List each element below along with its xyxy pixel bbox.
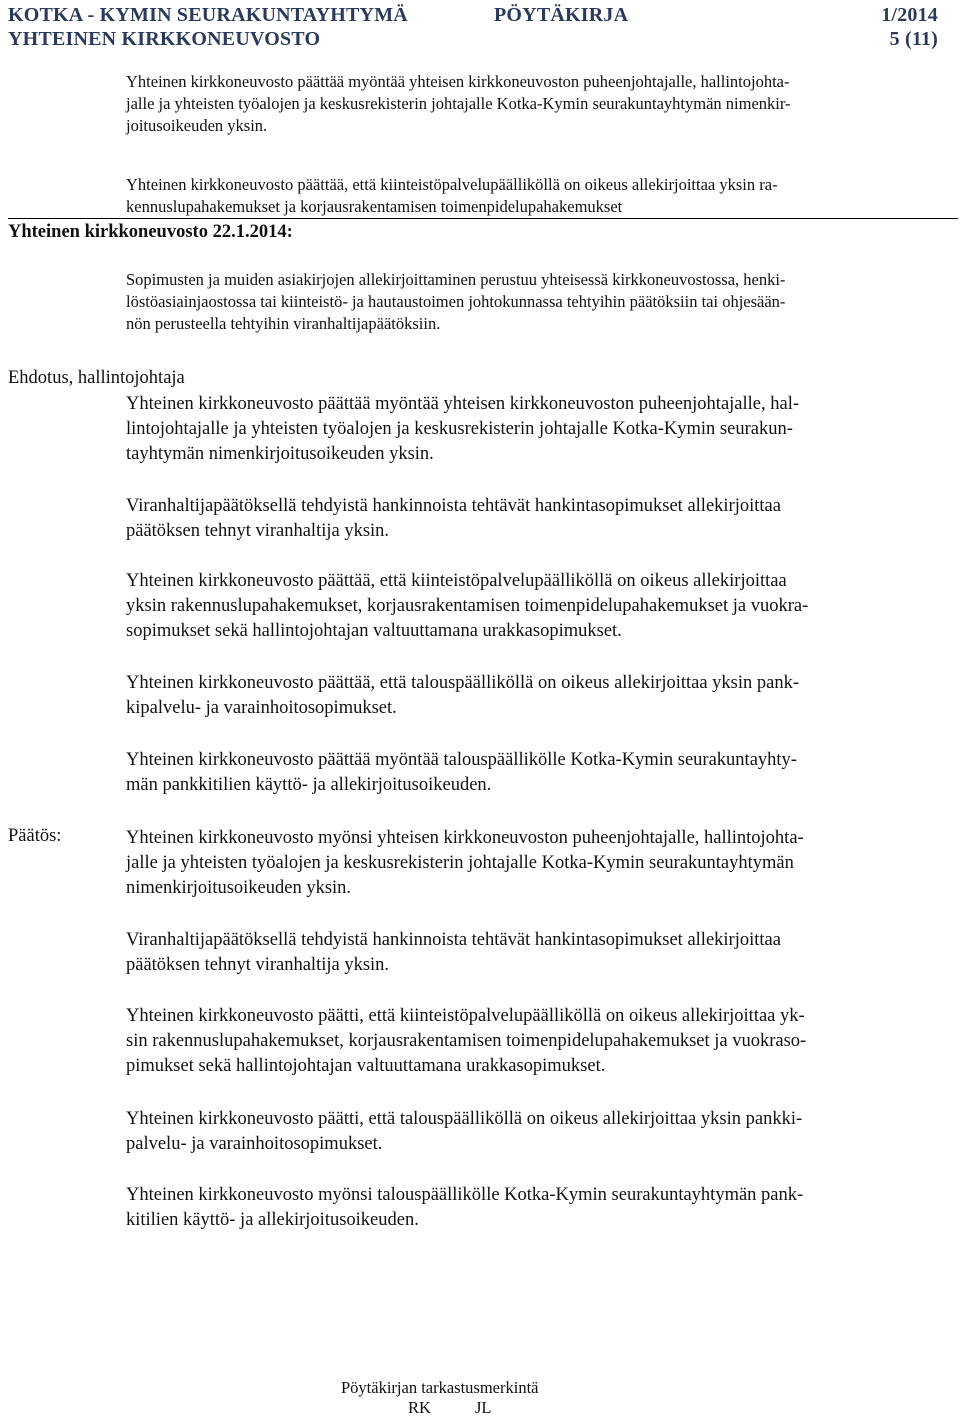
section-intro-paragraph: Sopimusten ja muiden asiakirjojen allekirjoittaminen perustuu yhteisessä kirkkoneuvostossa, henki- löstöasiainjaostossa tai kiinteistö- ja hautaustoimen johtokunnassa tehtyihin päätöksiin tai ohjesään- nön perusteella tehtyihin viranhaltijapäätöksiin. xyxy=(126,270,786,333)
intro-paragraph: Yhteinen kirkkoneuvosto päättää myöntää yhteisen kirkkoneuvoston puheenjohtajalle, hallintojohta- jalle ja yhteisten työalojen ja keskusrekisterin johtajalle Kotka-Kymin seurakuntayhtymän nimenkir- joitusoikeuden yksin. xyxy=(126,72,791,135)
proposal-paragraph: Viranhaltijapäätöksellä tehdyistä hankinnoista tehtävät hankintasopimukset allekirjoittaa päätöksen tehnyt viranhaltija yksin. xyxy=(126,496,781,541)
proposal-paragraph: Yhteinen kirkkoneuvosto päättää, että talouspäälliköllä on oikeus allekirjoittaa yksin pank- kipalvelu- ja varainhoitosopimukset. xyxy=(126,673,800,718)
reviewer-initials-1: RK xyxy=(408,1398,431,1417)
document-type: PÖYTÄKIRJA xyxy=(494,4,629,26)
proposal-paragraph: Yhteinen kirkkoneuvosto päättää myöntää yhteisen kirkkoneuvoston puheenjohtajalle, hal- lintojohtajalle ja yhteisten työalojen ja keskusrekisterin johtajalle Kotka-Kymin seurakun- tayhtymän nimenkirjoitusoikeuden yksin. xyxy=(126,394,800,464)
reviewer-initials-2: JL xyxy=(475,1398,492,1417)
organization-name: KOTKA - KYMIN SEURAKUNTAYHTYMÄ xyxy=(8,4,408,26)
section-title: Yhteinen kirkkoneuvosto 22.1.2014: xyxy=(8,222,293,242)
decision-paragraph: Yhteinen kirkkoneuvosto myönsi yhteisen kirkkoneuvoston puheenjohtajalle, hallintojohta- jalle ja yhteisten työalojen ja keskusrekisterin johtajalle Kotka-Kymin seurakuntayhtymän nimenkirjoitusoikeuden yksin. xyxy=(126,828,804,898)
section-divider xyxy=(8,218,958,219)
proposal-label: Ehdotus, hallintojohtaja xyxy=(8,368,185,388)
review-mark-label: Pöytäkirjan tarkastusmerkintä xyxy=(341,1378,539,1397)
decision-paragraph: Yhteinen kirkkoneuvosto päätti, että talouspäälliköllä on oikeus allekirjoittaa yksin pankki- palvelu- ja varainhoitosopimukset. xyxy=(126,1109,803,1154)
intro-paragraph: Yhteinen kirkkoneuvosto päättää, että kiinteistöpalvelupäälliköllä on oikeus allekirjoittaa yksin ra- kennuslupahakemukset ja korjausrakentamisen toimenpidelupahakemukset xyxy=(126,175,778,216)
proposal-paragraph: Yhteinen kirkkoneuvosto päättää myöntää talouspäällikölle Kotka-Kymin seurakuntayhty- män pankkitilien käyttö- ja allekirjoitusoikeuden. xyxy=(126,750,797,795)
decision-label: Päätös: xyxy=(8,826,62,846)
document-number: 1/2014 xyxy=(881,4,938,26)
council-name: YHTEINEN KIRKKONEUVOSTO xyxy=(8,28,321,50)
decision-paragraph: Viranhaltijapäätöksellä tehdyistä hankinnoista tehtävät hankintasopimukset allekirjoittaa päätöksen tehnyt viranhaltija yksin. xyxy=(126,930,781,975)
decision-paragraph: Yhteinen kirkkoneuvosto myönsi talouspäällikölle Kotka-Kymin seurakuntayhtymän pank- kitilien käyttö- ja allekirjoitusoikeuden. xyxy=(126,1185,804,1230)
page-number: 5 (11) xyxy=(889,28,938,50)
proposal-paragraph: Yhteinen kirkkoneuvosto päättää, että kiinteistöpalvelupäälliköllä on oikeus allekirjoittaa yksin rakennuslupahakemukset, korjausrakentamisen toimenpidelupahakemukset ja vuokra- sopimukset sekä hallintojohtajan valtuuttamana urakkasopimukset. xyxy=(126,571,809,641)
decision-paragraph: Yhteinen kirkkoneuvosto päätti, että kiinteistöpalvelupäälliköllä on oikeus allekirjoittaa yk- sin rakennuslupahakemukset, korjausrakentamisen toimenpidelupahakemukset ja vuokraso- pimukset sekä hallintojohtajan valtuuttamana urakkasopimukset. xyxy=(126,1006,807,1076)
